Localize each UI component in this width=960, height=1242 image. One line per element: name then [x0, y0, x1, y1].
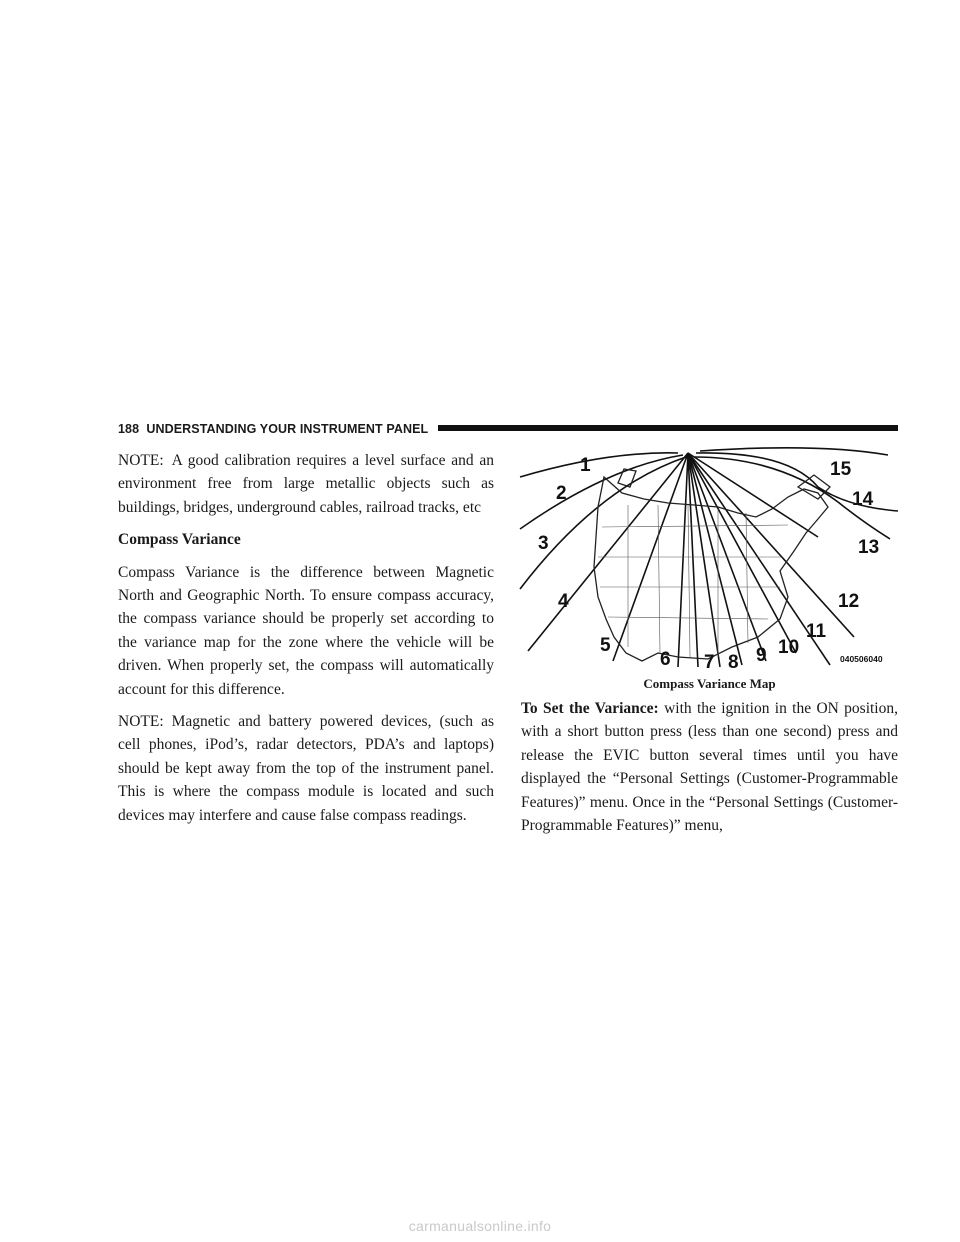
image-code: 040506040 [840, 654, 883, 664]
section-title: UNDERSTANDING YOUR INSTRUMENT PANEL [146, 422, 429, 436]
zone-lines [520, 448, 898, 667]
note-label: NOTE: [118, 452, 164, 469]
zone-label: 1 [580, 455, 591, 476]
map-illustration [518, 447, 900, 673]
watermark: carmanualsonline.info [408, 1218, 552, 1234]
set-variance-paragraph [521, 697, 898, 837]
zone-label: 11 [806, 621, 827, 642]
lead-label: To Set the Variance: [521, 700, 659, 717]
zone-label: 12 [838, 591, 860, 612]
note-text: A good calibration requires a level surface and an environment free from large metallic objects such as buildings, bridges, underground cables, railroad tracks, etc [118, 452, 494, 516]
zone-label: 14 [852, 489, 874, 510]
variance-paragraph: Compass Variance is the difference between Magnetic North and Geographic North. To ensure compass accuracy, the compass variance should be properly set according to the variance map for the zone where the vehicle will be driven. When properly set, the compass will automatically account for this difference. [118, 563, 494, 698]
figure-caption: Compass Variance Map [643, 676, 776, 691]
state-borders [598, 505, 788, 657]
zone-label: 9 [756, 645, 767, 666]
compass-variance-map [518, 447, 900, 673]
zone-label: 5 [600, 635, 611, 656]
zone-label: 2 [556, 483, 567, 504]
set-variance-text: with the ignition in the ON position, with a short button press (less than one second) press and release the EVIC button several times until you have displayed the “Personal Settings (Customer-Programmable Features)” menu. Once in the “Personal Settings (Customer-Programmable Features)” menu, [521, 700, 898, 835]
right-column [521, 697, 898, 846]
note-calibration [118, 449, 494, 519]
zone-label: 15 [830, 459, 852, 480]
note-label: NOTE: [118, 713, 164, 731]
zone-label: 6 [660, 649, 671, 670]
header-rule [438, 425, 898, 431]
header-text [118, 420, 434, 438]
left-column [118, 449, 494, 836]
zone-label: 10 [778, 637, 800, 658]
zone-label: 8 [728, 652, 739, 673]
page-number: 188 [118, 422, 140, 436]
zone-label: 3 [538, 533, 549, 554]
zone-label: 13 [858, 537, 880, 558]
page-header [118, 420, 898, 438]
note-devices [118, 710, 494, 827]
zone-label: 7 [704, 652, 715, 673]
note-text: Magnetic and battery powered devices, (such as cell phones, iPod’s, radar detectors, PDA’s and laptops) should be kept away from the top of the instrument panel. This is where the compass module is located and such devices may interfere and cause false compass readings. [118, 713, 494, 824]
zone-label: 4 [558, 591, 569, 612]
section-heading: Compass Variance [118, 531, 241, 549]
